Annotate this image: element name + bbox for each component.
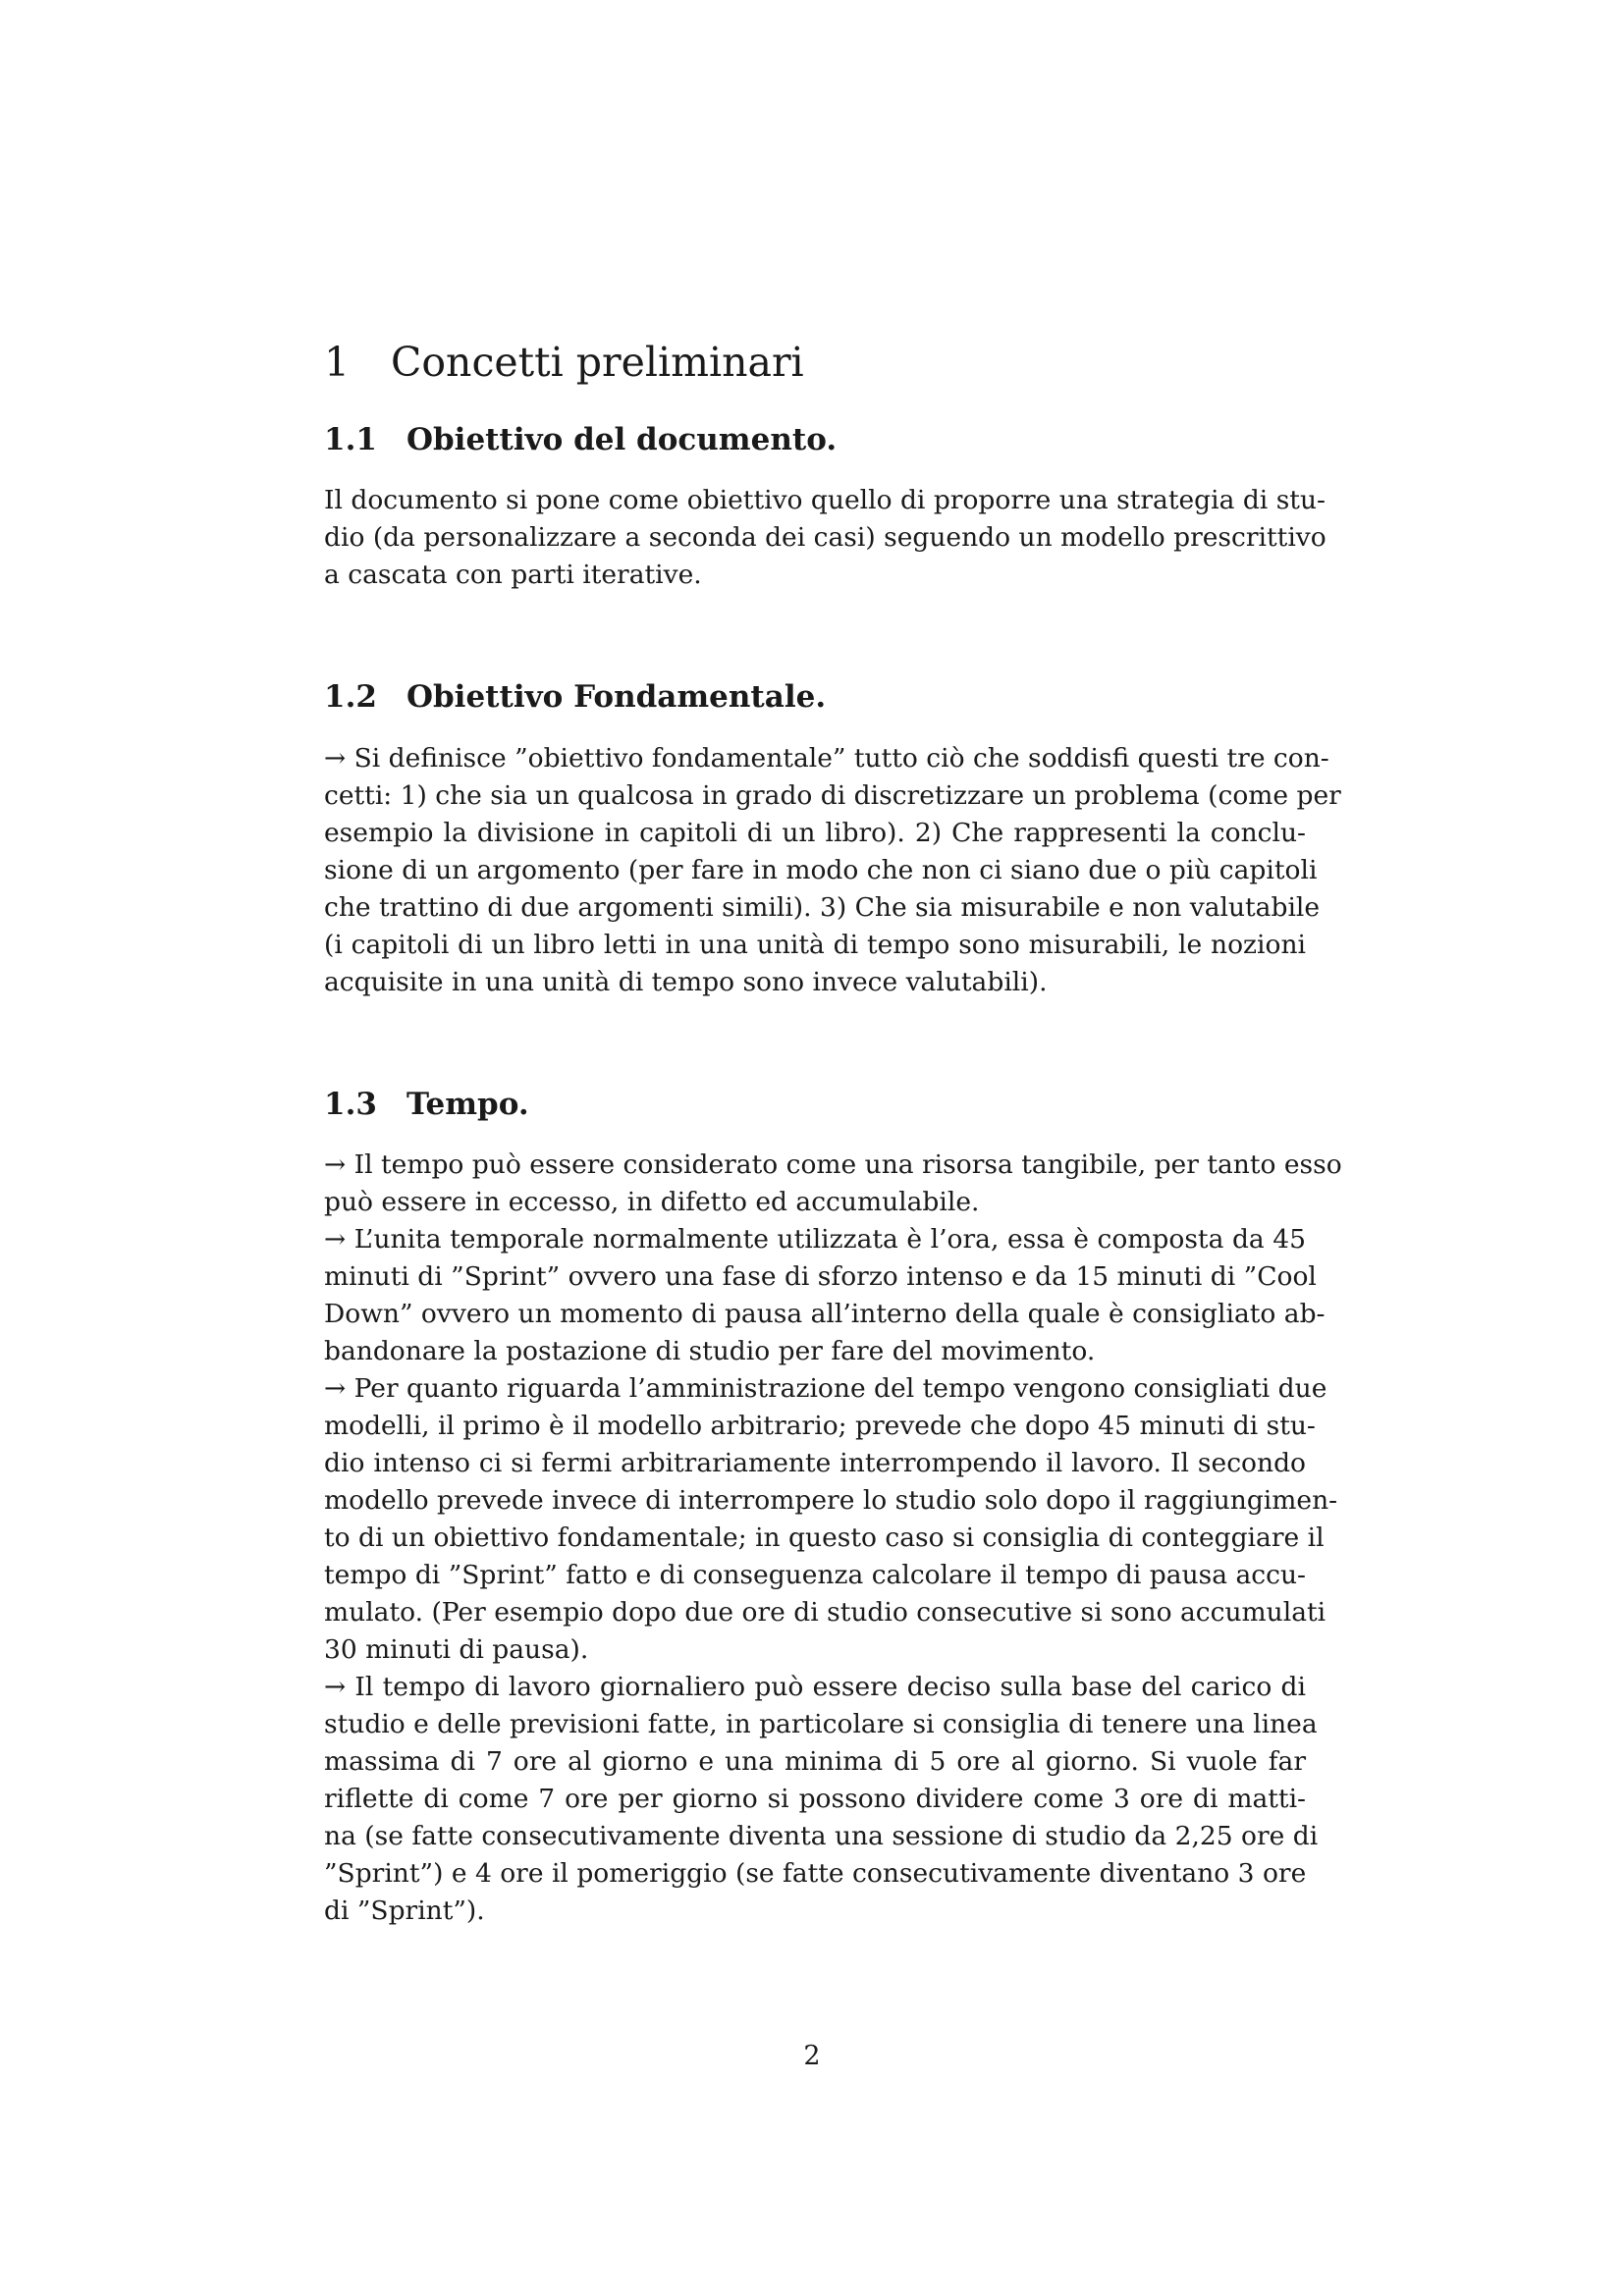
text-line: to di un obiettivo fondamentale; in questo caso si consiglia di conteggiare il [324,1522,1325,1553]
text-line: mulato. (Per esempio dopo due ore di studio consecutive si sono accumulati [324,1596,1326,1628]
paragraph-tempo-giornaliero [324,1669,1319,1930]
section-title [324,339,1306,387]
text-line: → L’unita temporale normalmente utilizzata è l’ora, essa è composta da 45 [324,1223,1306,1255]
text-line: sione di un argomento (per fare in modo che non ci siano due o più capitoli [324,854,1318,885]
text-line: esempio la divisione in capitoli di un libro). 2) Che rappresenti la conclu- [324,817,1306,848]
document-page [324,339,1342,1930]
text-line: studio e delle previsioni fatte, in particolare si consiglia di tenere una linea [324,1708,1318,1739]
text-line: a cascata con parti iterative. [324,560,702,591]
subsection-number: 1.1 [324,422,377,458]
paragraph-obiettivo-documento [324,482,1326,594]
paragraph-obiettivo-fondamentale [324,740,1341,1001]
text-line: dio intenso ci si fermi arbitrariamente interrompendo il lavoro. Il secondo [324,1447,1306,1478]
paragraph-tempo-amministrazione [324,1370,1338,1669]
text-line: minuti di ”Sprint” ovvero una fase di sforzo intenso e da 15 minuti di ”Cool [324,1260,1317,1292]
text-line: massima di 7 ore al giorno e una minima di 5 ore al giorno. Si vuole far [324,1745,1306,1777]
subsection-title-1-2 [324,679,1306,716]
text-line: tempo di ”Sprint” fatto e di conseguenza calcolare il tempo di pausa accu- [324,1559,1306,1590]
text-line: (i capitoli di un libro letti in una unità di tempo sono misurabili, le nozioni [324,929,1306,960]
page-number: 2 [803,2041,821,2071]
text-line: cetti: 1) che sia un qualcosa in grado di discretizzare un problema (come per [324,779,1341,811]
text-line: 30 minuti di pausa). [324,1633,589,1665]
text-line: riflette di come 7 ore per giorno si possono dividere come 3 ore di matti- [324,1783,1306,1814]
text-line: → Il tempo può essere considerato come una risorsa tangibile, per tanto esso [324,1148,1342,1180]
paragraph-tempo-unita [324,1221,1326,1370]
text-line: → Per quanto riguarda l’amministrazione del tempo vengono consigliati due [324,1372,1327,1404]
text-line: di ”Sprint”). [324,1895,485,1926]
subsection-title-1-1 [324,422,1306,458]
text-line: bandonare la postazione di studio per fare del movimento. [324,1335,1096,1366]
text-line: che trattino di due argomenti simili). 3) Che sia misurabile e non valutabile [324,891,1321,923]
text-line: na (se fatte consecutivamente diventa una sessione di studio da 2,25 ore di [324,1820,1319,1851]
subsection-number: 1.2 [324,679,377,716]
text-line: dio (da personalizzare a seconda dei casi) seguendo un modello prescrittivo [324,522,1326,554]
text-line: modelli, il primo è il modello arbitrario; prevede che dopo 45 minuti di stu- [324,1410,1316,1441]
section-title-text: Concetti preliminari [391,339,804,386]
subsection-title-1-3 [324,1087,1306,1123]
text-line: ”Sprint”) e 4 ore il pomeriggio (se fatte consecutivamente diventano 3 ore [324,1857,1307,1889]
text-line: → Si definisce ”obiettivo fondamentale” tutto ciò che soddisfi questi tre con- [324,742,1329,774]
subsection-title-text: Obiettivo del documento. [406,422,838,458]
subsection-title-text: Tempo. [406,1086,529,1122]
text-line: → Il tempo di lavoro giornaliero può essere deciso sulla base del carico di [324,1671,1306,1702]
text-line: acquisite in una unità di tempo sono invece valutabili). [324,966,1048,997]
subsection-title-text: Obiettivo Fondamentale. [406,679,827,716]
text-line: può essere in eccesso, in difetto ed accumulabile. [324,1186,980,1217]
text-line: Down” ovvero un momento di pausa all’interno della quale è consigliato ab- [324,1298,1326,1329]
text-line: modello prevede invece di interrompere lo studio solo dopo il raggiungimen- [324,1484,1338,1516]
paragraph-tempo-risorsa [324,1147,1342,1221]
section-number: 1 [324,339,351,386]
subsection-number: 1.3 [324,1086,377,1122]
text-line: Il documento si pone come obiettivo quello di proporre una strategia di stu- [324,485,1326,516]
